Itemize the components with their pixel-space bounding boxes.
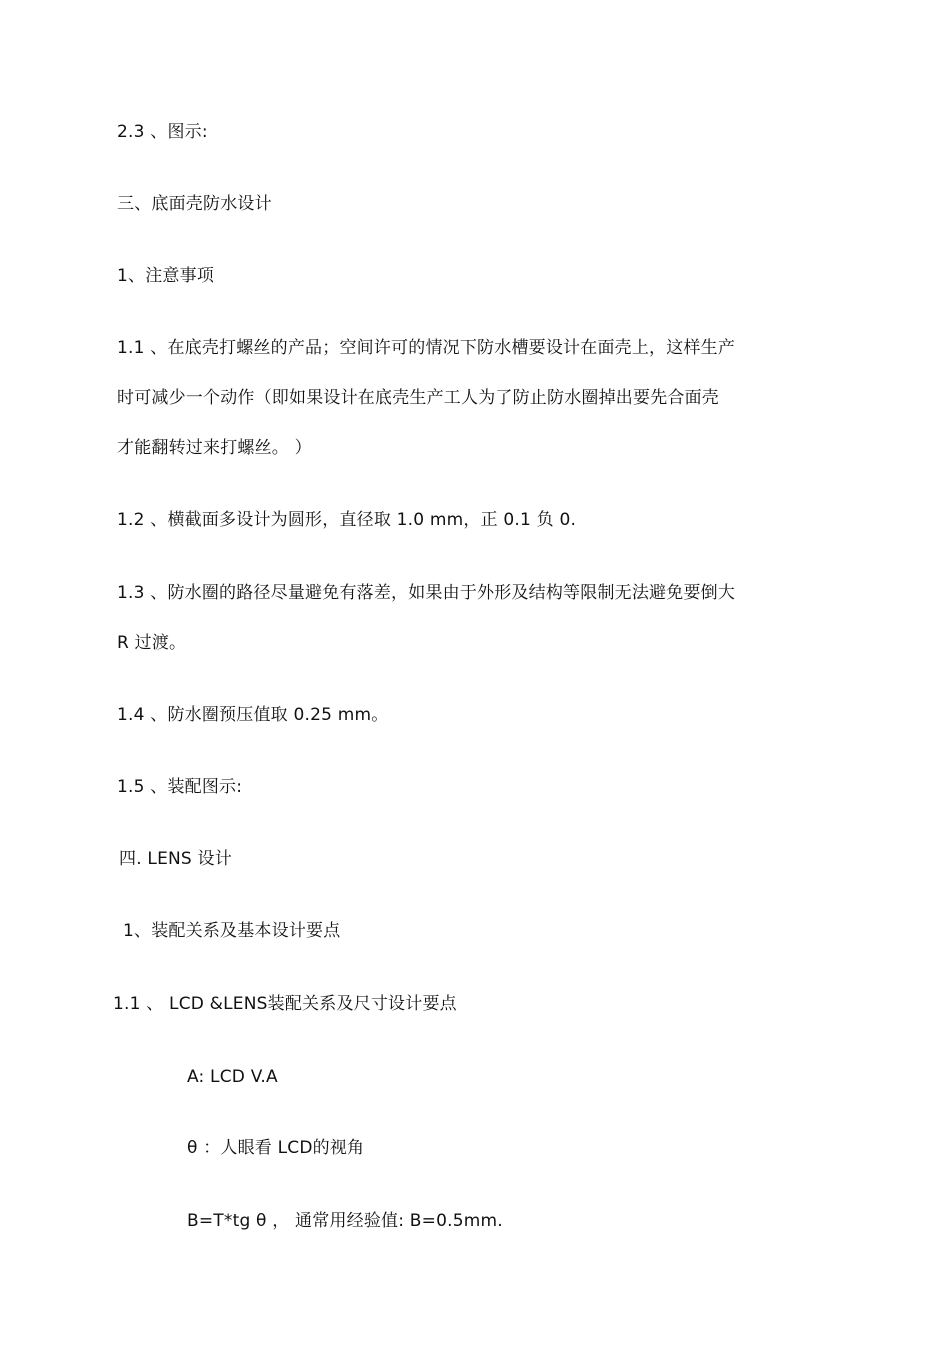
paragraph-1-4: 1.4 、防水圈预压值取 0.25 mm。 <box>117 705 389 725</box>
paragraph-1-3-line-2: R 过渡。 <box>117 633 187 653</box>
paragraph-1-3-line-1: 1.3 、防水圈的路径尽量避免有落差，如果由于外形及结构等限制无法避免要倒大 <box>117 583 736 603</box>
paragraph-1-1-line-1: 1.1 、在底壳打螺丝的产品；空间许可的情况下防水槽要设计在面壳上，这样生产 <box>117 338 736 358</box>
paragraph-1-5: 1.5 、装配图示: <box>117 777 243 797</box>
section-2-3-heading: 2.3 、图示: <box>117 122 208 142</box>
section-4-1-heading: 1、装配关系及基本设计要点 <box>123 921 341 941</box>
section-3-1-heading: 1、注意事项 <box>117 266 215 286</box>
definition-theta: θ ：人眼看 LCD的视角 <box>187 1138 365 1158</box>
paragraph-1-1-line-2: 时可减少一个动作（即如果设计在底壳生产工人为了防止防水圈掉出要先合面壳 <box>117 388 719 408</box>
paragraph-1-1-line-3: 才能翻转过来打螺丝。 ） <box>117 438 312 458</box>
definition-a: A: LCD V.A <box>187 1067 278 1087</box>
section-4-heading: 四. LENS 设计 <box>119 849 232 869</box>
paragraph-1-2: 1.2 、横截面多设计为圆形，直径取 1.0 mm，正 0.1 负 0. <box>117 510 577 530</box>
formula-b: B=T*tg θ ， 通常用经验值: B=0.5mm. <box>187 1211 503 1231</box>
section-3-heading: 三、底面壳防水设计 <box>117 194 272 214</box>
section-4-1-1-heading: 1.1 、 LCD &LENS装配关系及尺寸设计要点 <box>113 994 457 1014</box>
